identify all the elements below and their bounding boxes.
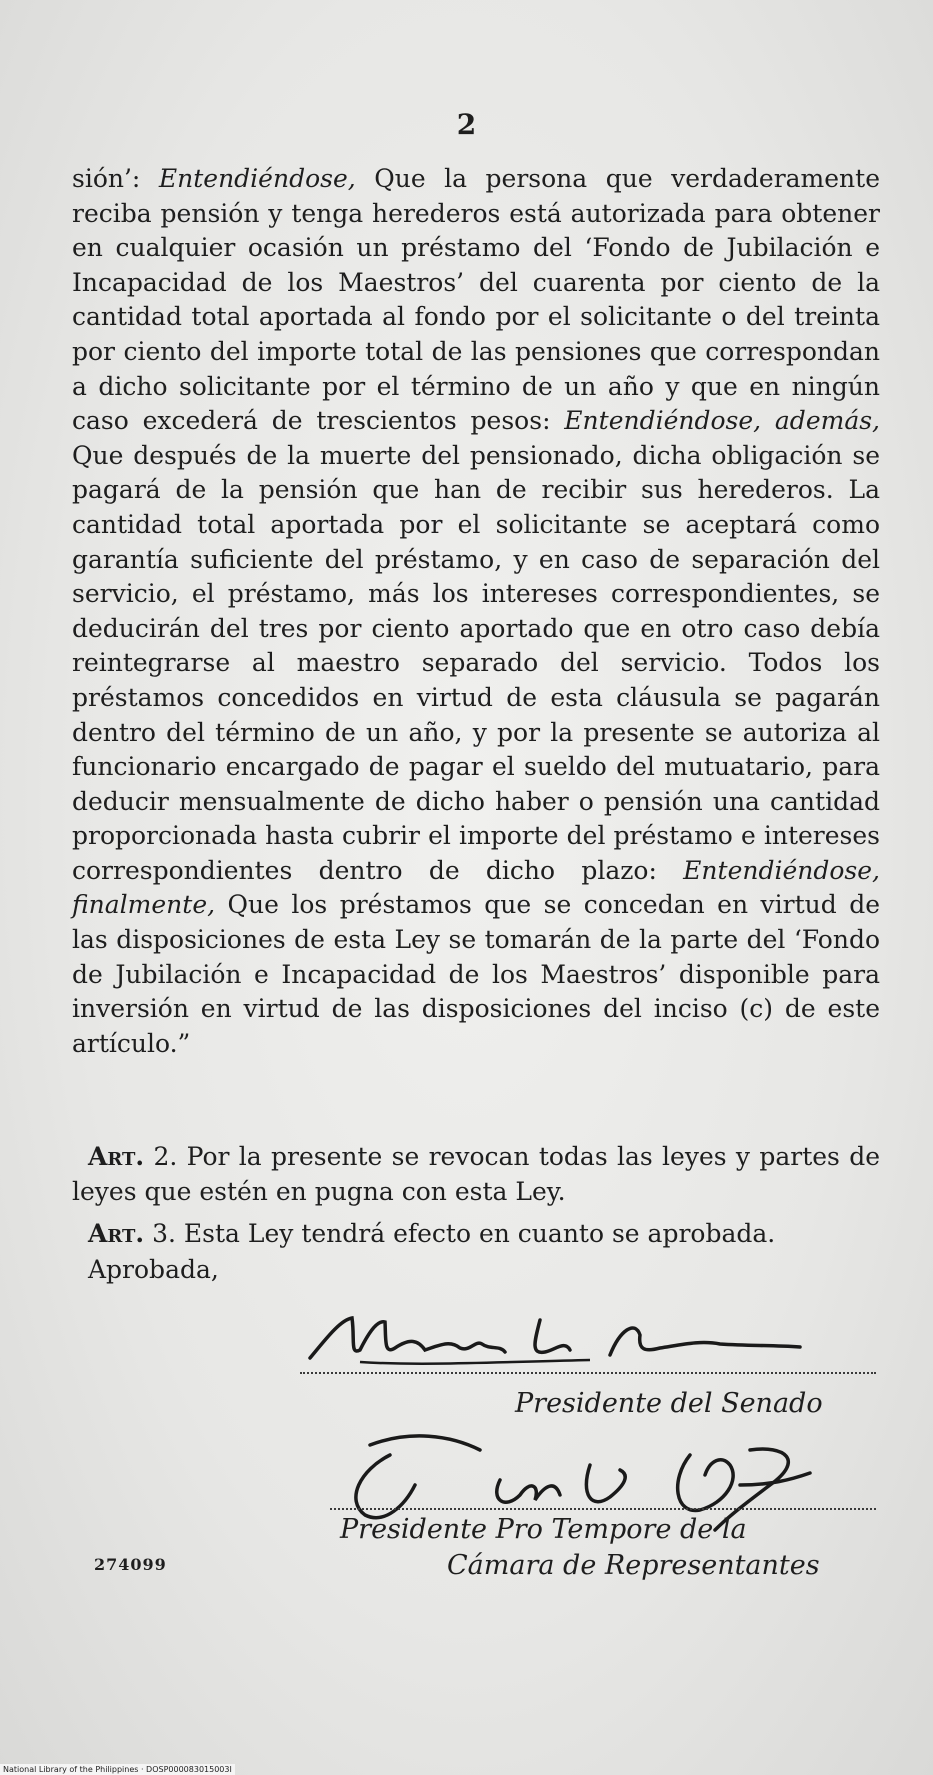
proviso-emphasis: Entendiéndose,	[158, 164, 356, 193]
house-signature-line	[330, 1508, 876, 1510]
article-label: Art.	[88, 1219, 145, 1248]
proviso-emphasis: Entendiéndose, además,	[564, 406, 880, 436]
article-2-paragraph	[72, 1139, 880, 1209]
article-text: 3. Esta Ley tendrá efecto en cuanto se aprobada.	[144, 1219, 776, 1248]
senate-president-signature	[300, 1300, 880, 1380]
senate-president-title: Presidente del Senado	[515, 1388, 823, 1419]
house-president-title-line2: Cámara de Representantes	[447, 1550, 820, 1581]
continued-section-text	[72, 162, 880, 1061]
text-run: sión’:	[72, 164, 159, 193]
article-3-paragraph	[72, 1216, 880, 1251]
senate-signature-line	[300, 1372, 876, 1374]
archive-credit: National Library of the Philippines · DOSP000083015003I	[0, 1764, 235, 1775]
print-number: 274099	[94, 1555, 167, 1574]
house-president-title-line1: Presidente Pro Tempore de la	[340, 1514, 747, 1545]
text-run: Que los préstamos que se concedan en virtud de las disposiciones de esta Ley se tomarán de la parte del ‘Fondo de Jubilación e Incapacidad de los Maestros’ disponible para inversión en virtud de las disposiciones del inciso (c) de este artículo.”	[72, 890, 880, 1058]
text-run: Que la persona que verdaderamente reciba pensión y tenga herederos está autorizada para obtener en cualquier ocasión un préstamo del ‘Fondo de Jubilación e Incapacidad de los Maestros’ del cuarenta por ciento de la cantidad total aportada al fondo por el solicitante o del treinta por ciento del importe total de las pensiones que correspondan a dicho solicitante por el término de un año y que en ningún caso excederá de trescientos pesos:	[72, 164, 881, 436]
approval-line: Aprobada,	[88, 1255, 219, 1284]
page-number: 2	[456, 108, 477, 141]
article-label: Art.	[88, 1142, 145, 1171]
proviso-emphasis: Entendiéndose, finalmente,	[72, 855, 880, 920]
text-run: Que después de la muerte del pensionado, dicha obligación se pagará de la pensión que han de recibir sus herederos. La cantidad total aportada por el solicitante se aceptará como garantía suficiente del préstamo, y en caso de separación del servicio, el préstamo, más los intereses correspondientes, se deducirán del tres por ciento aportado que en otro caso debía reintegrarse al maestro separado del servicio. Todos los préstamos concedidos en virtud de esta cláusula se pagarán dentro del término de un año, y por la presente se autoriza al funcionario encargado de pagar el sueldo del mutuatario, para deducir mensualmente de dicho haber o pensión una cantidad proporcionada hasta cubrir el importe del préstamo e intereses correspondientes dentro de dicho plazo:	[72, 440, 880, 885]
article-text: 2. Por la presente se revocan todas las leyes y partes de leyes que estén en pugna con esta Ley.	[72, 1142, 880, 1206]
